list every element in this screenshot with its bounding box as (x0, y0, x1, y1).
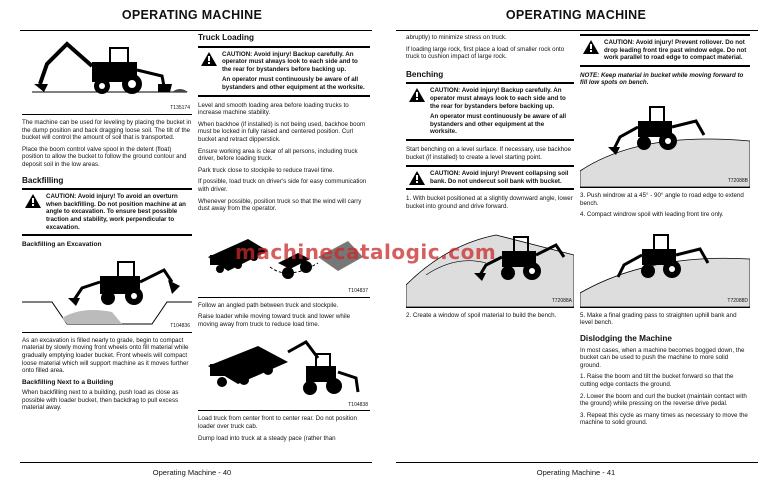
warning-icon (25, 194, 41, 208)
caution-box (22, 188, 192, 236)
leveling-figure (22, 34, 192, 115)
truck-p2: When backhoe (if installed) is not being used, backhoe boom must be locked in fully raised and centered position. Curl bucket and retract dipperstick. (198, 120, 366, 143)
bench-step-4: 4. Compact windrow spoil with leading front tire only. (580, 211, 724, 219)
caution-text: CAUTION: Avoid injury! Backup carefully. An operator must always look to each side and to the rear for bystanders before backing up. (222, 50, 358, 73)
caution-text: CAUTION: Avoid injury! To avoid an overturn when backfilling. Do not position machine at an angle to excavation. To ensure best possible traction and stability, work perpendicular to excavation. (46, 193, 186, 231)
caution-text-2: An operator must continuously be aware of all bystanders and other equipment at the worksite. (430, 113, 567, 136)
bench-step-5: 5. Make a final grading pass to straighten uphill bank and level bench. (580, 311, 737, 327)
caution-text-2: An operator must continuously be aware of all bystanders and other equipment at the worksite. (222, 76, 365, 91)
left-page-header: OPERATING MACHINE (121, 8, 263, 22)
rock-p1: abruptly) to minimize stress on truck. (406, 34, 507, 41)
truck-p4: Park truck close to stockpile to reduce travel time. (198, 166, 335, 174)
figure-id: T72088A (551, 297, 572, 304)
windrow-illustration (580, 91, 750, 187)
final-grading-illustration (580, 223, 750, 307)
dislodging-heading: Dislodging the Machine (580, 333, 672, 343)
header-rule (20, 30, 372, 31)
leveling-paragraph: The machine can be used for leveling by placing the bucket in the dump position and back dragging loose soil. The tilt of the bucket will control the amount of soil that is transported. (22, 119, 192, 142)
benching-heading: Benching (406, 69, 444, 79)
backhoe-leveling-illustration (22, 34, 192, 114)
figure-id: T104836 (170, 323, 190, 330)
figure-id: T104838 (348, 401, 368, 408)
dislodging-step-2: 2. Lower the boom and curl the bucket (maintain contact with the ground) while pressing on the reverse drive pedal. (580, 392, 747, 408)
benching-p1: Start benching on a level surface. If necessary, use backhoe bucket (if installed) to create a level starting point. (406, 145, 571, 161)
warning-icon (409, 88, 425, 102)
bench-step-3: 3. Push windrow at a 45° - 90° angle to road edge to extend bench. (580, 191, 744, 207)
truck-p10: Dump load into truck at a steady pace (rather than (198, 434, 336, 442)
caution-text: CAUTION: Avoid injury! Prevent rollover. Do not drop leading front tire past window edge. Do not work parallel to road edge to compact material. (604, 39, 747, 62)
grading-figure (580, 223, 750, 308)
dislodging-step-3: 3. Repeat this cycle as many times as necessary to move the machine to solid ground. (580, 411, 748, 427)
excavation-figure (22, 252, 192, 333)
rock-p2: If loading large rock, first place a load of smaller rock onto truck to cushion impact of large rock. (406, 45, 565, 61)
benching-step-1: 1. With bucket positioned at a slightly downward angle, lower bucket into ground and drive forward. (406, 195, 573, 210)
backfilling-excavation-heading: Backfilling an Excavation (22, 241, 102, 249)
figure-id: T104837 (348, 288, 368, 295)
left-page-footer: Operating Machine - 40 (152, 468, 232, 477)
footer-rule (396, 462, 758, 463)
bench-note: NOTE: Keep material in bucket while moving forward to fill low spots on bench. (580, 71, 744, 87)
warning-icon (409, 171, 425, 185)
footer-rule (20, 462, 372, 463)
truck-p8: Raise loader while moving toward truck and lower while moving away from truck to reduce load time. (198, 313, 351, 328)
left-column-1 (22, 34, 192, 416)
truck-loading-figure (198, 332, 370, 411)
truck-loading-illustration (198, 332, 370, 410)
right-page-footer: Operating Machine - 41 (536, 468, 616, 477)
warning-icon (583, 40, 599, 54)
watermark: machinecatalogic.com (235, 240, 497, 264)
truck-p9: Load truck from center front to center rear. Do not position loader over truck cab. (198, 415, 357, 431)
benching-step-2: 2. Create a window of spoil material to build the bench. (406, 311, 557, 319)
header-rule (396, 30, 758, 31)
windrow-figure (580, 91, 750, 188)
backfilling-heading: Backfilling (22, 175, 64, 185)
dislodging-step-1: 1. Raise the boom and tilt the bucket forward so that the cutting edge contacts the ground. (580, 373, 734, 388)
truck-p1: Level and smooth loading area before loading trucks to increase machine stability. (198, 101, 349, 117)
truck-p3: Ensure working area is clear of all persons, including truck driver, before loading truck. (198, 147, 358, 163)
building-paragraph: When backfilling next to a building, push load as close as possible with loader bucket, then backdrag to pull excess material away. (22, 389, 179, 412)
warning-icon (201, 52, 217, 66)
caution-box (580, 34, 750, 67)
figure-id: T72088B (727, 178, 748, 185)
truck-p5: If possible, load truck on driver's side for easy communication with driver. (198, 178, 367, 193)
truck-p6: Whenever possible, position truck so that the wind will carry dust away from the operator. (198, 197, 362, 213)
dislodging-p1: In most cases, when a machine becomes bogged down, the bucket can be used to push the machine to more solid ground. (580, 346, 745, 369)
caution-text: CAUTION: Avoid injury! Prevent collapsing soil bank. Do not undercut soil bank with bucket. (430, 170, 569, 185)
caution-box (406, 165, 574, 190)
figure-id: T135174 (170, 105, 190, 112)
compact-paragraph: As an excavation is filled nearly to grade, begin to compact material by slowly moving front wheels onto fill material while gradually emptying loader bucket. Front wheels will compact loose material which will support machine as it moves further onto filled area. (22, 336, 189, 375)
caution-box (198, 46, 370, 97)
caution-box (406, 82, 574, 141)
right-column-1 (406, 34, 574, 323)
backfill-excavation-illustration (22, 252, 192, 332)
figure-id: T72088D (727, 298, 748, 305)
truck-p7: Follow an angled path between truck and stockpile. (198, 301, 339, 309)
truck-loading-heading: Truck Loading (198, 33, 254, 42)
right-page-header: OPERATING MACHINE (505, 8, 647, 22)
right-column-2 (580, 34, 750, 431)
float-paragraph: Place the boom control valve spool in the detent (float) position to allow the bucket to follow the ground contour and deposit soil in the low areas. (22, 145, 187, 168)
building-heading: Backfilling Next to a Building (22, 378, 114, 386)
caution-text: CAUTION: Avoid injury! Backup carefully. An operator must always look to each side and to the rear for bystanders before backing up. (430, 87, 566, 110)
